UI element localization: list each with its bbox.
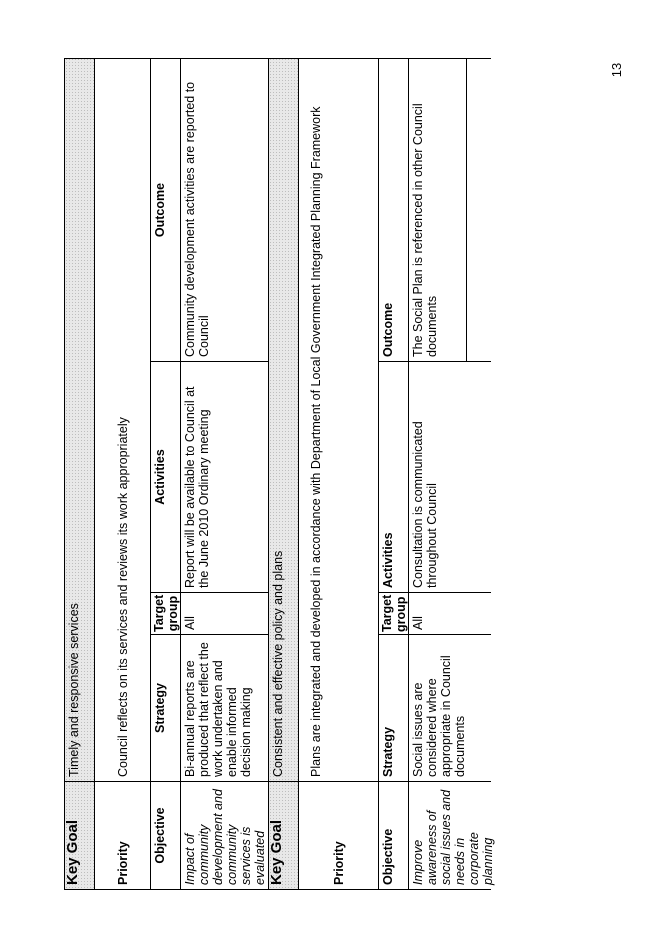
header-objective: Objective xyxy=(151,781,180,889)
row-target-group: All xyxy=(181,592,268,634)
header-target-group: Target group xyxy=(379,592,408,634)
row-objective: Impact of community development and community services is evaluated xyxy=(181,781,268,889)
priority-label: Priority xyxy=(299,781,378,889)
key-goal-label: Key Goal xyxy=(65,781,94,889)
key-goal-value: Timely and responsive services xyxy=(65,59,94,781)
priority-row-2 xyxy=(298,58,378,890)
header-strategy: Strategy xyxy=(379,634,408,781)
header-target-group: Target group xyxy=(151,592,180,634)
header-activities: Activities xyxy=(151,361,180,592)
key-goal-label: Key Goal xyxy=(269,781,298,889)
row-objective: Improve awareness of social issues and needs in corporate planning xyxy=(409,781,491,889)
table-header-row-1 xyxy=(150,58,180,890)
row-strategy: Bi-annual reports are produced that reflect the work undertaken and enable informed decision making xyxy=(181,634,268,781)
key-goal-row-2 xyxy=(268,58,298,890)
priority-row-1 xyxy=(94,58,150,890)
header-outcome: Outcome xyxy=(381,302,395,357)
key-goal-row-1 xyxy=(64,58,94,890)
key-goal-value: Consistent and effective policy and plans xyxy=(269,59,298,781)
row-activities: Consultation is communicated throughout Council xyxy=(409,361,491,592)
rotated-table-content xyxy=(64,58,495,890)
row-outcome: Community development activities are reported to Council xyxy=(183,81,211,357)
row-target-group: All xyxy=(409,592,491,634)
priority-value: Plans are integrated and developed in accordance with Department of Local Government Integrated Planning Framework xyxy=(309,106,323,777)
document-table xyxy=(64,58,495,890)
table-row-1 xyxy=(180,58,268,890)
priority-value: Council reflects on its services and reviews its work appropriately xyxy=(115,417,130,777)
table-header-row-2 xyxy=(378,58,408,890)
page-number: 13 xyxy=(609,62,624,78)
row-activities: Report will be available to Council at the June 2010 Ordinary meeting xyxy=(181,361,268,592)
row-strategy: Social issues are considered where appropriate in Council documents xyxy=(409,634,491,781)
header-outcome: Outcome xyxy=(153,182,167,238)
header-objective: Objective xyxy=(379,781,408,889)
table-row-2 xyxy=(408,58,495,890)
header-activities: Activities xyxy=(379,361,408,592)
header-strategy: Strategy xyxy=(151,634,180,781)
row-outcome: The Social Plan is referenced in other Council documents xyxy=(409,59,467,361)
priority-label: Priority xyxy=(95,781,150,889)
